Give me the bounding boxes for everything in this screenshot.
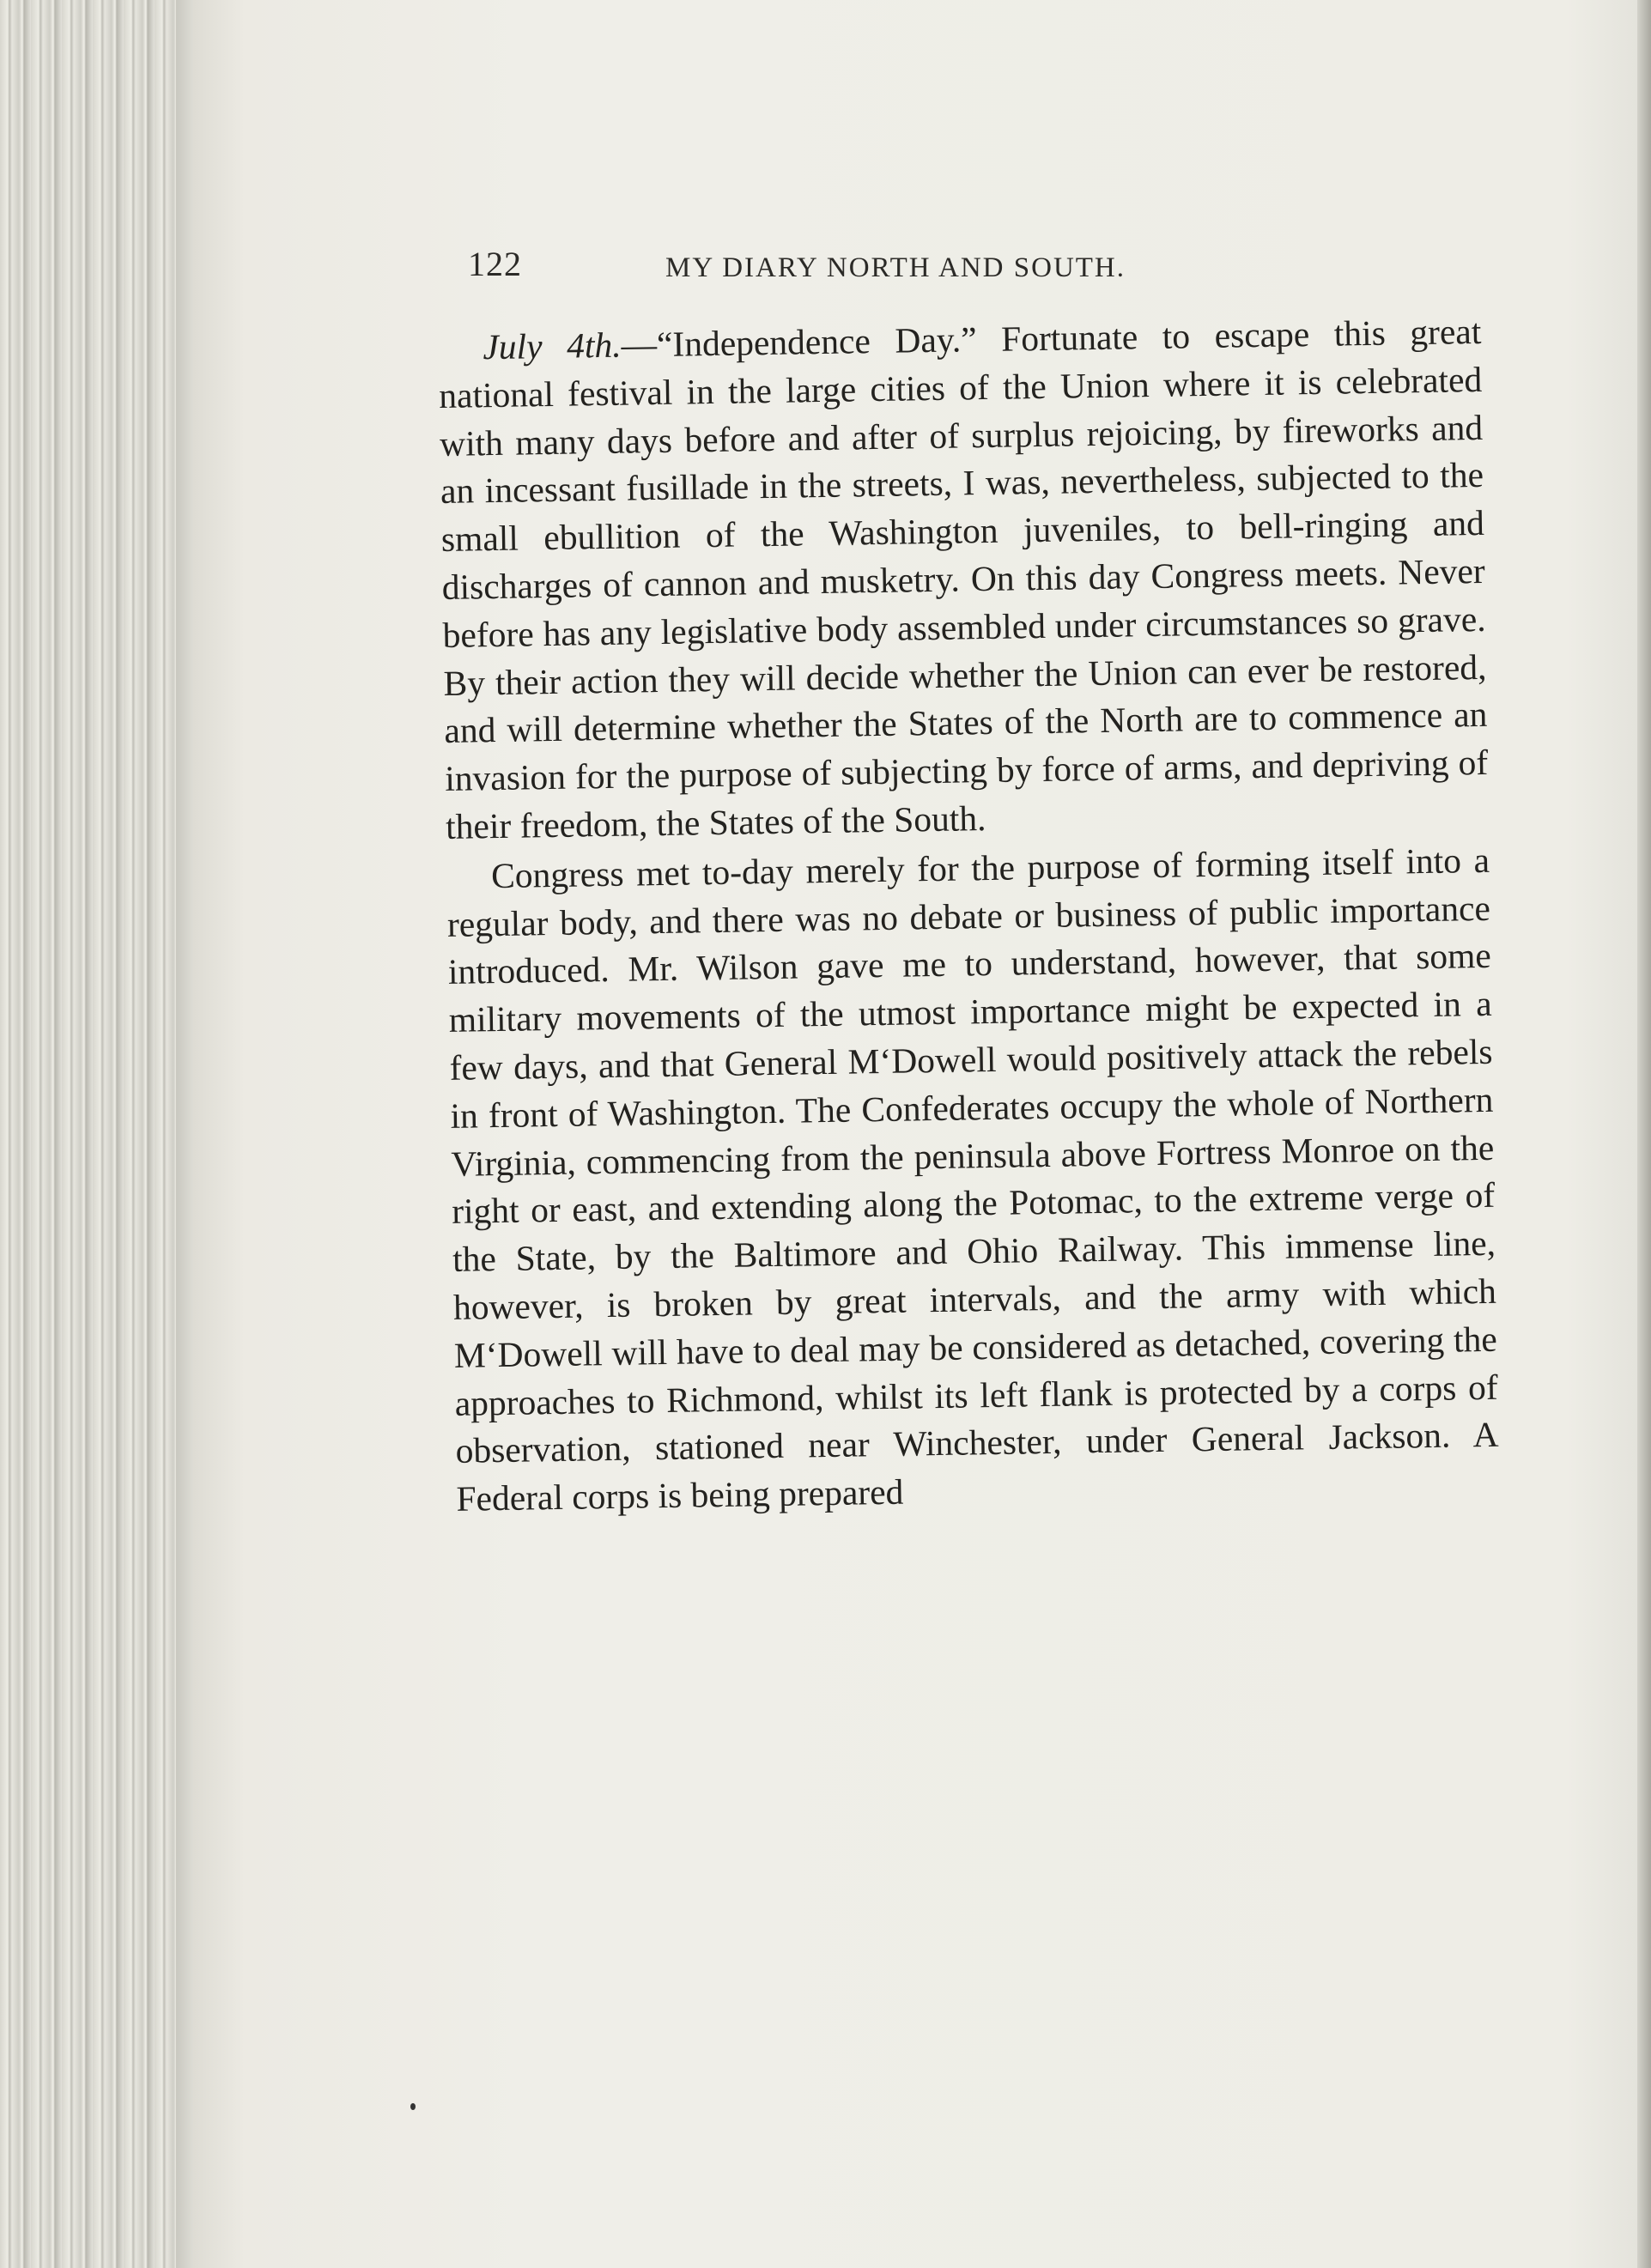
page-header [468,244,1266,295]
running-title: MY DIARY NORTH AND SOUTH. [665,252,1126,283]
page-number: 122 [468,245,522,283]
paragraph-text: Congress met to-day merely for the purpose of forming itself into a regular body, and there was no debate or business of public importance introduced. Mr. Wilson gave me to understand, however, that some military movements of the utmost importance might be expected in a few days, and that General M‘Dowell would positively attack the rebels in front of Washington. The Confederates occupy the whole of Northern Virginia, commencing from the peninsula above Fortress Monroe on the right or east, and extending along the Potomac, to the extreme verge of the State, by the Baltimore and Ohio Railway. This immense line, however, is broken by great intervals, and the army with which M‘Dowell will have to deal may be considered as detached, covering the approaches to Richmond, whilst its left flank is protected by a corps of observation, stationed near Winchester, under General Jackson. A Federal corps is being prepared [446,840,1499,1519]
entry-date: July 4th. [483,324,622,367]
paragraph-text: —“Independence Day.” Fortunate to escape this great national festival in the large cities of the Union where it is celebrated with many days before and after of surplus rejoicing, by fireworks and an incessant fusillade in the streets, I was, nevertheless, subjected to the small ebullition of the Washington juveniles, to bell-ringing and discharges of cannon and musketry. On this day Congress meets. Never before has any legislative body assembled under circumstances so grave. By their action they will decide whether the Union can ever be restored, and will determine whether the States of the North are to commence an invasion for the purpose of subjecting by force of arms, and depriving of their freedom, the States of the South. [438,311,1489,846]
page-right-edge [1637,0,1651,2268]
book-page-edges [0,0,202,2268]
page-body [438,308,1500,1524]
paragraph [438,308,1489,852]
paragraph [446,837,1500,1524]
ink-speck [410,2103,416,2110]
